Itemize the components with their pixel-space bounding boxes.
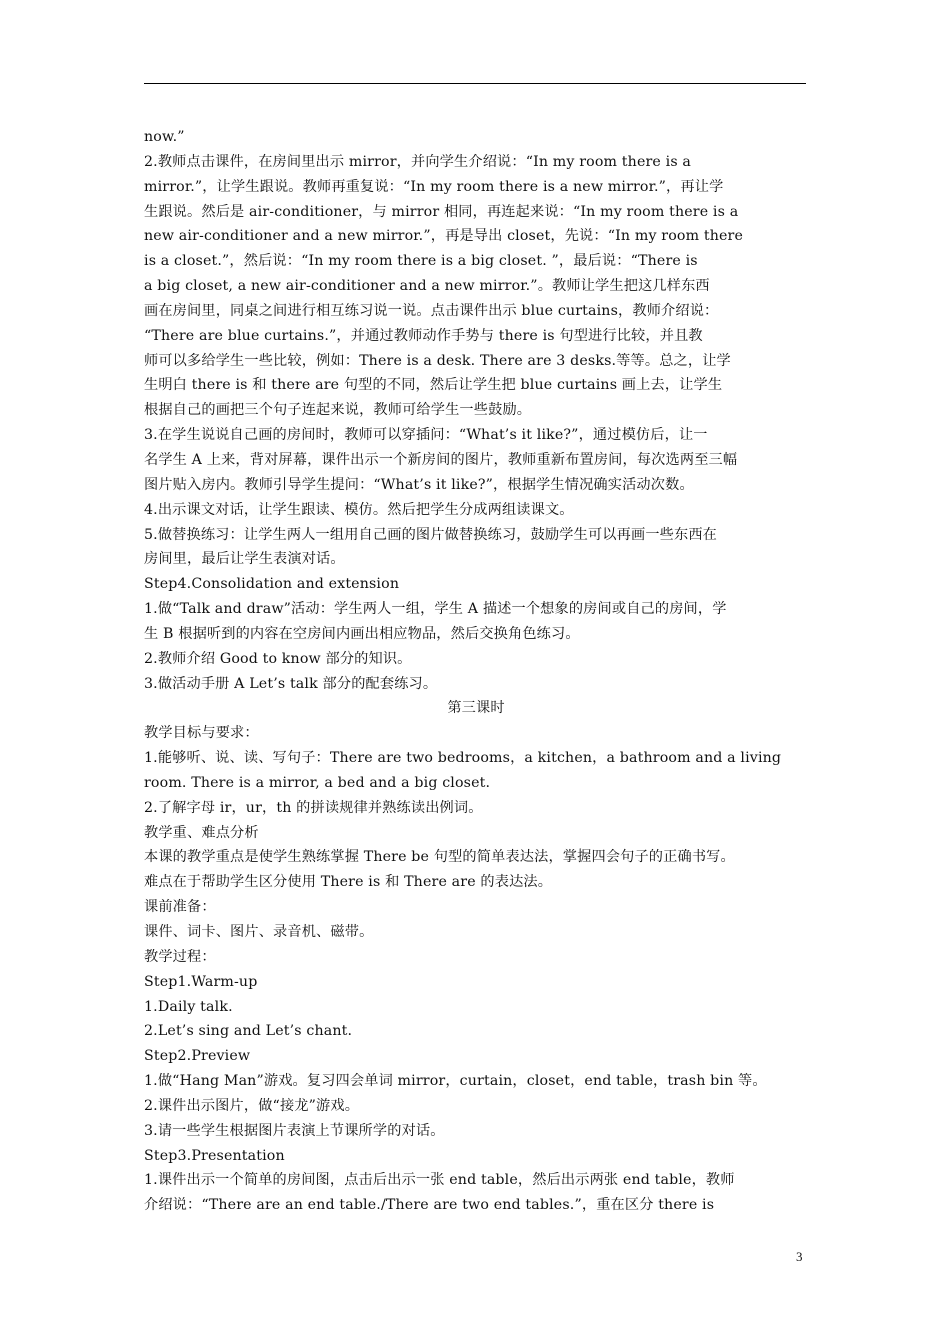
text-line: 根据自己的画把三个句子连起来说，教师可给学生一些鼓励。 [144,402,532,419]
text-line: 难点在于帮助学生区分使用 There is 和 There are 的表达法。 [144,874,553,891]
text-line: 生 B 根据听到的内容在空房间内画出相应物品，然后交换角色练习。 [144,625,580,642]
text-line: 2.课件出示图片，做“接龙”游戏。 [144,1097,360,1114]
text-line: 1.课件出示一个简单的房间图，点击后出示一张 end table，然后出示两张 end table，教师 [144,1172,735,1189]
text-line: 1.做“Talk and draw”活动：学生两人一组，学生 A 描述一个想象的房间或自己的房间，学 [144,601,727,618]
page-number: 3 [796,1249,803,1264]
text-line: 1.能够听、说、读、写句子：There are two bedrooms，a kitchen，a bathroom and a living [144,750,782,767]
text-line: “There are blue curtains.”，并通过教师动作手势与 there is 句型进行比较，并且教 [144,327,703,344]
step-heading: Step2.Preview [144,1048,251,1065]
text-line: 3.做活动手册 A Let’s talk 部分的配套练习。 [144,675,438,692]
text-line: 介绍说：“There are an end table./There are two end tables.”，重在区分 there is [144,1197,715,1214]
text-line: a big closet, a new air-conditioner and a new mirror.”。教师让学生把这几样东西 [144,278,710,295]
text-line: 生明白 there is 和 there are 句型的不同，然后让学生把 blue curtains 画上去，让学生 [144,377,723,394]
section-heading: 教学重、难点分析 [144,824,259,841]
section-heading: 课前准备： [144,899,216,916]
text-line: is a closet.”，然后说：“In my room there is a big closet. ”，最后说：“There is [144,253,698,270]
section-heading: 教学过程： [144,948,216,965]
text-line: 师可以多给学生一些比较，例如：There is a desk. There are 3 desks.等等。总之，让学 [144,352,731,369]
text-line: 4.出示课文对话，让学生跟读、模仿。然后把学生分成两组读课文。 [144,501,574,518]
text-line: room. There is a mirror, a bed and a big closet. [144,774,491,791]
section-heading: 教学目标与要求： [144,725,259,742]
text-line: 1.做“Hang Man”游戏。复习四会单词 mirror，curtain，closet，end table，trash bin 等。 [144,1073,767,1090]
text-line: 3.在学生说说自己画的房间时，教师可以穿插问：“What’s it like?”，通过模仿后，让一 [144,427,708,444]
step-heading: Step4.Consolidation and extension [144,576,400,593]
text-line: 1.Daily talk. [144,998,233,1015]
text-line: now.” [144,129,185,145]
text-line: 2.教师介绍 Good to know 部分的知识。 [144,650,412,667]
text-line: 图片贴入房内。教师引导学生提问：“What’s it like?”，根据学生情况确实活动次数。 [144,476,694,493]
text-line: 名学生 A 上来，背对屏幕，课件出示一个新房间的图片，教师重新布置房间，每次选两至三幅 [144,451,738,468]
text-line: 2.了解字母 ir，ur，th 的拼读规律并熟练读出例词。 [144,799,483,816]
text-line: 2.教师点击课件，在房间里出示 mirror，并向学生介绍说：“In my room there is a [144,153,692,170]
step-heading: Step3.Presentation [144,1147,285,1164]
text-line: new air-conditioner and a new mirror.”，再是导出 closet，先说：“In my room there [144,228,744,245]
text-line: 房间里，最后让学生表演对话。 [144,551,345,568]
text-line: 课件、词卡、图片、录音机、磁带。 [144,924,374,940]
text-line: mirror.”，让学生跟说。教师再重复说：“In my room there is a new mirror.”，再让学 [144,178,724,195]
text-line: 3.请一些学生根据图片表演上节课所学的对话。 [144,1122,445,1139]
header-rule [144,83,806,84]
text-line: 2.Let’s sing and Let’s chant. [144,1023,353,1040]
lesson-title: 第三课时 [447,700,505,717]
text-line: 本课的教学重点是使学生熟练掌握 There be 句型的简单表达法，掌握四会句子的正确书写。 [144,849,735,866]
text-line: 画在房间里，同桌之间进行相互练习说一说。点击课件出示 blue curtains，教师介绍说： [144,302,719,319]
document-body [144,125,808,1218]
text-line: 5.做替换练习：让学生两人一组用自己画的图片做替换练习，鼓励学生可以再画一些东西在 [144,526,718,543]
step-heading: Step1.Warm-up [144,973,258,990]
text-line: 生跟说。然后是 air-conditioner，与 mirror 相同，再连起来说：“In my room there is a [144,203,739,220]
